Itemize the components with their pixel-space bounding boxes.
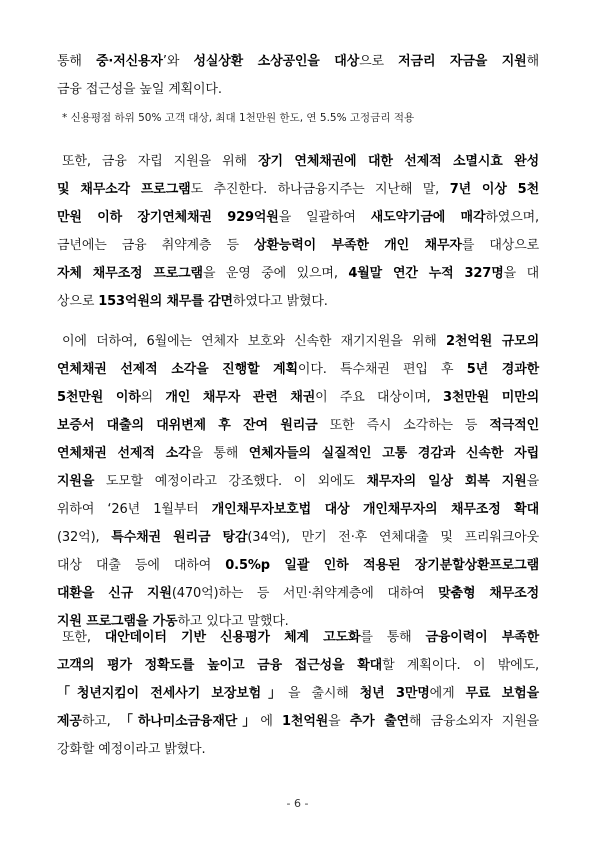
emphasis-text: 3천만원 미만의 bbox=[442, 390, 539, 405]
body-text: 을 일괄하여 bbox=[278, 210, 371, 225]
body-text: 을 출시해 bbox=[288, 686, 360, 701]
body-text: 에 bbox=[260, 714, 283, 729]
text-line bbox=[57, 48, 539, 76]
emphasis-text: 맞춤형 채무조정 bbox=[438, 586, 539, 601]
emphasis-text: 청년 3만명 bbox=[359, 686, 430, 701]
text-line bbox=[57, 736, 539, 764]
emphasis-text: 7년 이상 5천 bbox=[449, 182, 539, 197]
body-text: 을 운영 중에 있으며, bbox=[202, 266, 349, 281]
body-text: 할 계획이다. 이 밖에도, bbox=[382, 658, 539, 673]
emphasis-text: 무료 보험을 bbox=[465, 686, 539, 701]
emphasis-text: 「청년지킴이 전세사기 보장보험」 bbox=[57, 686, 288, 701]
body-text: 하고, bbox=[81, 714, 120, 729]
emphasis-text: 금융이력이 부족한 bbox=[425, 630, 539, 645]
page-number: - 6 - bbox=[286, 797, 309, 810]
text-line bbox=[57, 680, 539, 708]
body-text: 통해 bbox=[57, 54, 97, 69]
text-line bbox=[57, 468, 539, 496]
emphasis-text: 지원 프로그램을 가동 bbox=[57, 614, 178, 629]
emphasis-text: 연체채권 선제적 소각을 진행할 계획 bbox=[57, 362, 298, 377]
text-line bbox=[57, 288, 539, 316]
emphasis-text: 1천억원 bbox=[282, 714, 329, 729]
body-text: 이다. 특수채권 편입 후 bbox=[297, 362, 467, 377]
text-line bbox=[57, 412, 539, 440]
emphasis-text: 개인채무자보호법 대상 개인채무자의 채무조정 확대 bbox=[211, 502, 539, 517]
body-text: 금융 접근성을 높일 계획이다. bbox=[57, 82, 222, 97]
text-line bbox=[57, 204, 539, 232]
body-text: 하고 있다고 말했다. bbox=[177, 614, 289, 629]
body-text: (32억), bbox=[57, 530, 112, 545]
emphasis-text: 연체채권 선제적 소각 bbox=[57, 446, 191, 461]
emphasis-text: 상환능력이 부족한 개인 채무자 bbox=[253, 238, 462, 253]
body-text: 이에 더하여, 6월에는 연체자 보호와 신속한 재기지원을 위해 bbox=[62, 334, 446, 349]
body-text: ’와 bbox=[162, 54, 194, 69]
text-line bbox=[57, 496, 539, 524]
emphasis-text: 만원 이하 장기연체채권 929억원 bbox=[57, 210, 279, 225]
text-line bbox=[57, 148, 539, 176]
body-text: 도 추진한다. 하나금융지주는 지난해 말, bbox=[190, 182, 450, 197]
body-text: 또한 즉시 소각하는 등 bbox=[317, 418, 490, 433]
text-line bbox=[57, 328, 539, 356]
emphasis-text: 지원을 bbox=[57, 474, 95, 489]
body-text: 을 bbox=[526, 474, 539, 489]
emphasis-text: 저금리 자금을 지원 bbox=[398, 54, 527, 69]
body-text: 도모할 예정이라고 강조했다. 이 외에도 bbox=[94, 474, 367, 489]
emphasis-text: 연체자들의 실질적인 고통 경감과 신속한 자립 bbox=[248, 446, 539, 461]
text-line bbox=[57, 440, 539, 468]
body-text: 하였으며, bbox=[485, 210, 539, 225]
emphasis-text: 고객의 평가 정확도를 높이고 금융 접근성을 확대 bbox=[57, 658, 383, 673]
paragraph-credit-evaluation bbox=[57, 624, 539, 764]
emphasis-text: 5년 경과한 bbox=[466, 362, 540, 377]
paragraph-debt-relief bbox=[57, 148, 539, 316]
paragraph-loan-support bbox=[57, 48, 539, 104]
emphasis-text: 새도약기금에 매각 bbox=[370, 210, 486, 225]
emphasis-text: 자체 채무조정 프로그램 bbox=[57, 266, 203, 281]
body-text: 해 금융소외자 지원을 bbox=[408, 714, 540, 729]
body-text: 대상 대출 등에 대하여 bbox=[57, 558, 226, 573]
text-line bbox=[57, 232, 539, 260]
body-text: 상으로 bbox=[57, 294, 99, 309]
body-text: 을 bbox=[328, 714, 350, 729]
body-text: 강화할 예정이라고 밝혔다. bbox=[57, 742, 206, 757]
paragraph-delinquent-bond-cancellation bbox=[57, 328, 539, 636]
body-text: (34억), 만기 전·후 연체대출 및 프리워크아웃 bbox=[247, 530, 539, 545]
text-line bbox=[57, 76, 539, 104]
emphasis-text: 「하나미소금융재단」 bbox=[119, 714, 261, 729]
emphasis-text: 추가 출연 bbox=[349, 714, 409, 729]
text-line bbox=[57, 624, 539, 652]
emphasis-text: 대환을 신규 지원 bbox=[57, 586, 172, 601]
emphasis-text: 0.5%p 일괄 인하 적용된 장기분할상환프로그램 bbox=[225, 558, 539, 573]
body-text: 이 주요 대상이며, bbox=[315, 390, 443, 405]
emphasis-text: 채무자의 일상 회복 지원 bbox=[366, 474, 527, 489]
emphasis-text: 5천만원 이하 bbox=[57, 390, 141, 405]
text-line bbox=[57, 652, 539, 680]
emphasis-text: 장기 연체채권에 대한 선제적 소멸시효 완성 bbox=[258, 154, 539, 169]
body-text: 금년에는 금융 취약계층 등 bbox=[57, 238, 254, 253]
body-text: 에게 bbox=[429, 686, 466, 701]
text-line bbox=[57, 356, 539, 384]
body-text: 위하여 ‘26년 1월부터 bbox=[57, 502, 212, 517]
text-line bbox=[57, 708, 539, 736]
emphasis-text: 개인 채무자 관련 채권 bbox=[165, 390, 316, 405]
text-line bbox=[57, 260, 539, 288]
emphasis-text: 4월말 연간 누적 327명 bbox=[348, 266, 504, 281]
body-text: 해 bbox=[526, 54, 539, 69]
body-text: 을 통해 bbox=[190, 446, 249, 461]
emphasis-text: 및 채무소각 프로그램 bbox=[57, 182, 191, 197]
emphasis-text: 성실상환 소상공인을 대상 bbox=[193, 54, 360, 69]
text-line bbox=[57, 524, 539, 552]
emphasis-text: 특수채권 원리금 탕감 bbox=[111, 530, 248, 545]
body-text: 를 통해 bbox=[360, 630, 426, 645]
emphasis-text: 제공 bbox=[57, 714, 82, 729]
body-text: 또한, bbox=[62, 630, 105, 645]
emphasis-text: 2천억원 규모의 bbox=[445, 334, 539, 349]
body-text: 으로 bbox=[359, 54, 399, 69]
text-line bbox=[57, 176, 539, 204]
body-text: 또한, 금융 자립 지원을 위해 bbox=[62, 154, 259, 169]
text-line bbox=[57, 580, 539, 608]
emphasis-text: 보증서 대출의 대위변제 후 잔여 원리금 bbox=[57, 418, 318, 433]
emphasis-text: 153억원의 채무를 감면 bbox=[98, 294, 233, 309]
emphasis-text: 적극적인 bbox=[489, 418, 539, 433]
body-text: 를 대상으로 bbox=[461, 238, 540, 253]
body-text: 의 bbox=[140, 390, 166, 405]
text-line bbox=[57, 552, 539, 580]
body-text: (470억)하는 등 서민·취약계층에 대하여 bbox=[171, 586, 439, 601]
body-text: 하였다고 밝혔다. bbox=[232, 294, 328, 309]
text-line bbox=[57, 384, 539, 412]
footnote-credit-terms: * 신용평점 하위 50% 고객 대상, 최대 1천만원 한도, 연 5.5% 고정금리 적용 bbox=[62, 112, 415, 124]
body-text: 을 대 bbox=[503, 266, 539, 281]
emphasis-text: 중·저신용자 bbox=[96, 54, 163, 69]
emphasis-text: 대안데이터 기반 신용평가 체계 고도화 bbox=[104, 630, 361, 645]
